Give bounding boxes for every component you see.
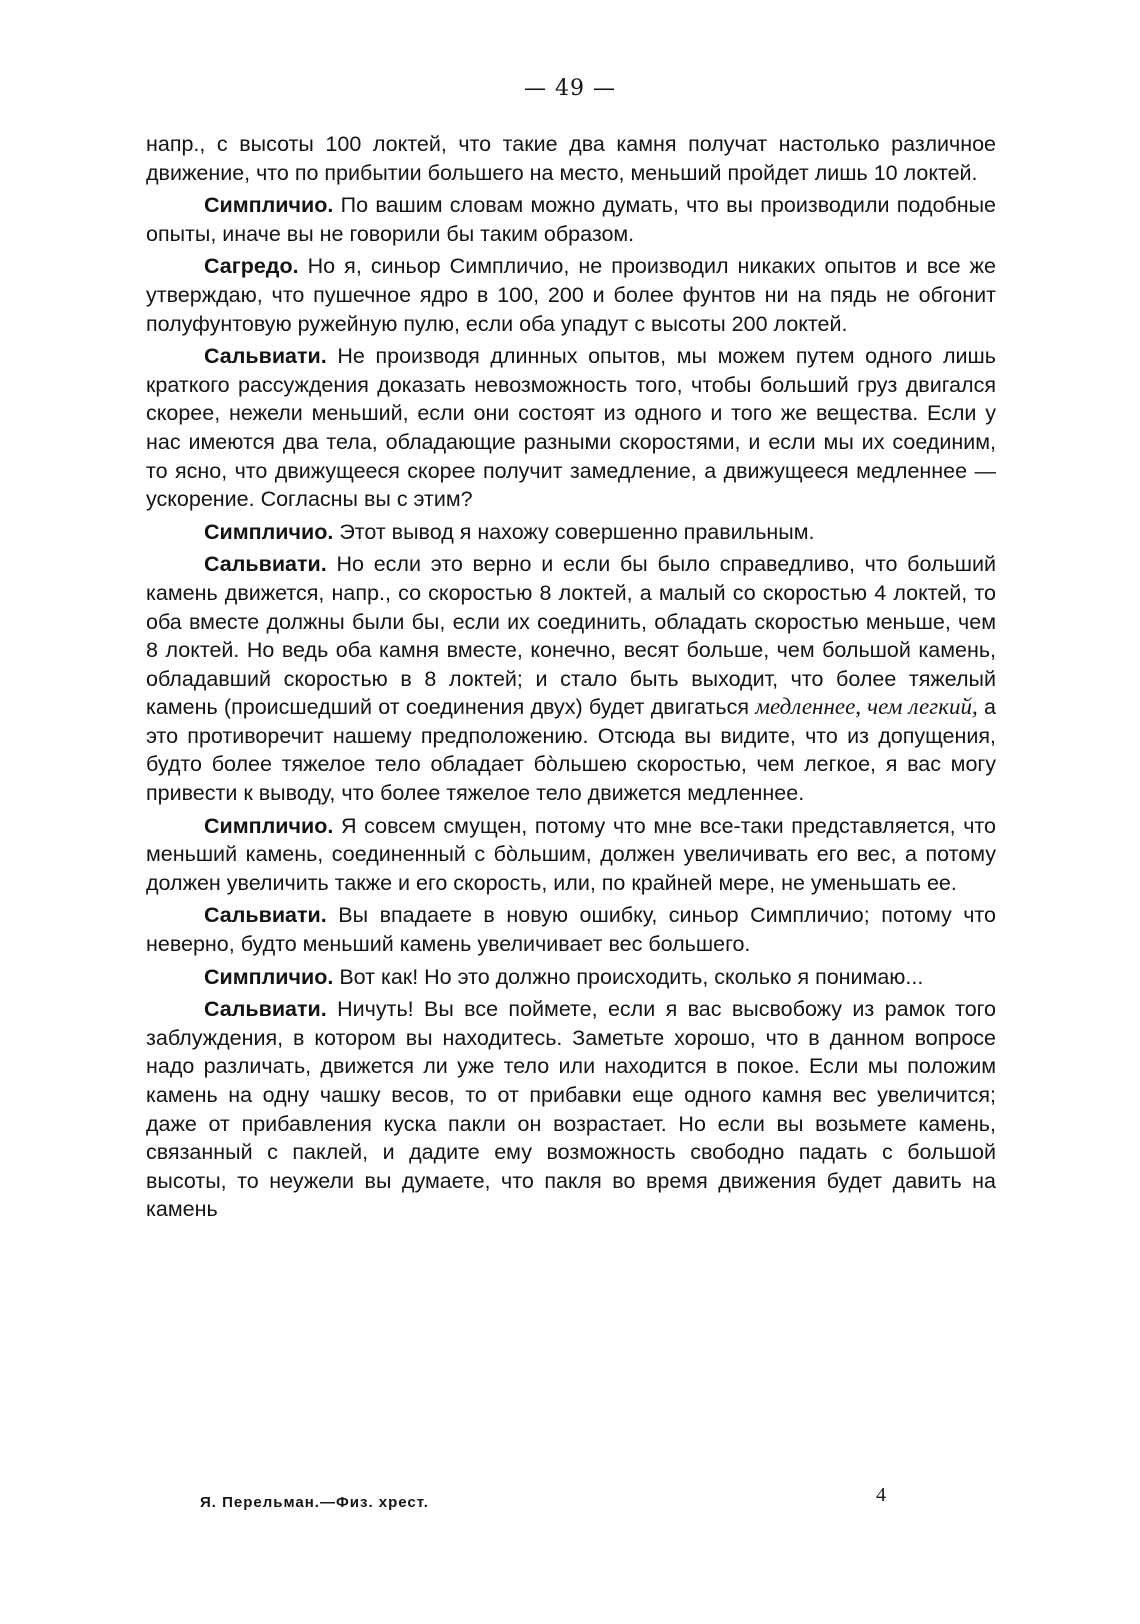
speaker-name: Сальвиати. <box>204 997 327 1022</box>
speaker-name: Сагредо. <box>204 254 299 279</box>
paragraph-8 <box>146 963 996 992</box>
paragraph-italic-text: медленнее, чем легкий, <box>755 694 978 720</box>
speaker-name: Сальвиати. <box>204 344 327 369</box>
paragraph-4 <box>146 518 996 547</box>
page-number: — 49 — <box>524 76 616 101</box>
paragraph-text: Но если это верно и если бы было справедливо, что больший камень движется, напр., со скоростью 8 локтей, а малый со скоростью 4 локтей, то оба вместе должны были бы, если их соединить, обладать скоростью меньше, чем 8 локтей. Но ведь оба камня вместе, конечно, весят больше, чем большой камень, обладавший скоростью в 8 локтей; и стало быть выходит, что более тяжелый камень (происшедший от соединения двух) будет двигаться <box>146 552 996 720</box>
paragraph-text: а это противоречит нашему предположению. Отсюда вы видите, что из допущения, будто более тяжелое тело обладает бо̀льшею скоростью, чем легкое, я вас могу привести к выводу, что более тяжелое тело движется медленнее. <box>146 695 996 806</box>
paragraph-text: Вот как! Но это должно происходить, сколько я понимаю... <box>339 964 924 989</box>
paragraph-text: По вашим словам можно думать, что вы производили подобные опыты, иначе вы не говорили бы таким образом. <box>146 193 997 246</box>
paragraph-0 <box>146 130 996 187</box>
paragraph-text: напр., с высоты 100 локтей, что такие два камня получат настолько различное движение, что по прибытии большего на место, меньший пройдет лишь 10 локтей. <box>146 132 996 185</box>
paragraph-text: Ничуть! Вы все поймете, если я вас высвобожу из рамок того заблуждения, в котором вы находитесь. Заметьте хорошо, что в данном вопросе надо различать, движется ли уже тело или находится в покое. Если мы положим камень на одну чашку весов, то от прибавки еще одного камня вес увеличится; даже от прибавления куска пакли он возрастает. Но если вы возьмете камень, связанный с паклей, и дадите ему возможность свободно падать с большой высоты, то неужели вы думаете, что пакля во время движения будет давить на камень <box>146 997 996 1222</box>
paragraph-6 <box>146 812 996 898</box>
paragraph-7 <box>146 901 996 958</box>
speaker-name: Симпличио. <box>204 964 334 989</box>
paragraph-9 <box>146 995 996 1224</box>
paragraph-2 <box>146 252 996 338</box>
speaker-name: Симпличио. <box>204 193 334 218</box>
paragraph-1 <box>146 191 996 248</box>
speaker-name: Симпличио. <box>204 813 334 838</box>
paragraph-5 <box>146 550 996 807</box>
paragraph-text: Вы впадаете в новую ошибку, синьор Симпличио; потому что неверно, будто меньший камень увеличивает вес большего. <box>146 903 996 957</box>
paragraph-text: Не производя длинных опытов, мы можем путем одного лишь краткого рассуждения доказать невозможность того, чтобы больший груз двигался скорее, нежели меньший, если они состоят из одного и того же вещества. Если у нас имеются два тела, обладающие разными скоростями, и если мы их соединим, то ясно, что движущееся скорее получит замедление, а движущееся медленнее — ускорение. Согласны вы с этим? <box>146 344 997 512</box>
speaker-name: Симпличио. <box>204 519 334 544</box>
paragraph-3 <box>146 342 996 514</box>
signature-mark: 4 <box>876 1484 886 1506</box>
footer-note: Я. Перельман.—Физ. хрест. <box>200 1494 429 1511</box>
body-text <box>146 130 996 1228</box>
paragraph-text: Этот вывод я нахожу совершенно правильным. <box>339 519 815 544</box>
paragraph-text: Но я, синьор Симпличио, не производил никаких опытов и все же утверждаю, что пушечное ядро в 100, 200 и более фунтов ни на пядь не обгонит полуфунтовую ружейную пулю, если оба упадут с высоты 200 локтей. <box>146 254 996 336</box>
paragraph-text: Я совсем смущен, потому что мне все-таки представляется, что меньший камень, соединенный с бо̀льшим, должен увеличивать его вес, а потому должен увеличить также и его скорость, или, по крайней мере, не уменьшать ее. <box>146 813 996 895</box>
speaker-name: Сальвиати. <box>204 552 327 577</box>
speaker-name: Сальвиати. <box>204 903 327 928</box>
